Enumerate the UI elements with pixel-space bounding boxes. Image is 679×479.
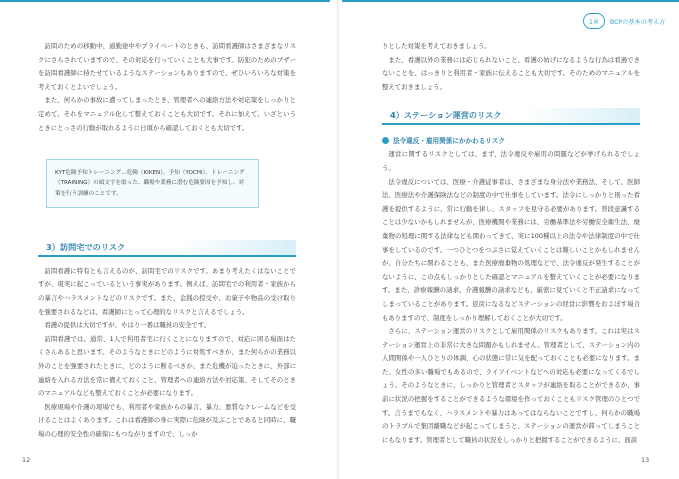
section-heading-home-visit-risk — [38, 240, 296, 257]
chapter-badge: 1章 — [583, 13, 605, 29]
chapter-title: BCPの基本の考え方 — [609, 18, 666, 26]
paragraph: 運営に関するリスクとしては、まず、法令違反や雇用の問題などが挙げられるでしょう。 — [382, 150, 640, 172]
paragraph: 訪問看護に特有とも言えるのが、訪問宅でのリスクです。あまり考えたくはないことですが、現実に起こっているという事実があります。例えば、訪問宅での利用者・家族からの暴言やハラスメントなどのリスクです。また、金銭の授受や、お菓子や物品の受け取りを強要されるなどは、看護師にとって心理的なリスクと言えるでしょう。 — [38, 266, 296, 316]
section-heading-station-operation-risk — [382, 108, 640, 125]
paragraph: 訪問のための移動中、通勤途中やプライベートのときも、訪問看護師はさまざまなリスクにさらされていますので、その対応を行っていくことも大事です。防犯のためのブザーを訪問看護師に持たせているようなステーションもありますので、ぜひいろいろな対策を考えておくとよいでしょう。 — [38, 42, 296, 91]
paragraph: 看護の提供は大切ですが、やはり一番は職員の安全です。 — [44, 321, 211, 330]
paragraph: また、何らかの事故に遭ってしまったとき、管理者への連絡方法や対応策をしっかりと定めて、それをマニュアル化して整えておくことも大切です。それに加えて、いざというときにとっさの行動が取れるように日頃から確認しておくとも大切です。 — [38, 96, 296, 132]
paragraph: 訪問看護では、通常、1人で利用者宅に行くことになりますので、対応に困る場面はたくさんあると思います。そのようなときにどのように対処すべきか、また何らかの業務以外のことを強要されたときに、どのように断るべきか、また危機が迫ったときに、外部に連絡を入れる方法を常に備えておくこと、管理者への連絡方法や対応策、そしてそのときのマニュアルなども整えておくことが必要になります。 — [38, 334, 296, 398]
subheading-text: 法令違反・雇用関係にかかわるリスク — [393, 137, 505, 146]
paragraph: 法令違反については、医療・介護従事者は、さまざまな身分法や業務法、そして、医師法、医療法や介護保険法などの制度の中で仕事をしています。法令にしっかりと則った看護を提供するように、常に行動を律し、スタッフを見守る必要があります。普段意識することは少ないかもしれませんが、医療機関や業務には、労働基準法や労働安全衛生法、廃棄物の処理に関する法律なども関わってきて、実に100種以上の法令や法律制度の中で仕事をしているのです。一つひとつをつぶさに覚えていくことは難しいことかもしれませんが、自分たちに関わることも、また医療廃棄物の処理などで、法令違反が発生することがないように、この点もしっかりとした確認とマニュアルを整えていくことが必要になります。また、診療報酬の請求、介護報酬の請求なども、厳密に見ていくと不正請求になってしまっていることがあります。返戻になるなどステーションの経営に影響をおよぼす場合もありますので、制度をしっかり理解しておくことが大切です。 — [382, 177, 640, 322]
bullet-dot-icon — [382, 137, 389, 144]
paragraph: りとした対策を考えておきましょう。 — [382, 42, 491, 50]
top-rule-left — [0, 0, 330, 2]
left-page — [38, 40, 296, 441]
section-heading-text: 4）ステーション運営のリスク — [390, 110, 502, 121]
chapter-header — [583, 12, 679, 30]
note-text: KYT危険予知トレーニング…危険（KIKEN）、予知（YOCHI）、トレーニング（TRAINING）の頭文字を取った、職場や業務に潜む危険要因を予知し、対策を行う訓練のことです。 — [55, 170, 245, 197]
top-rule-right — [342, 0, 679, 2]
kyt-note-box — [46, 159, 259, 208]
paragraph: さらに、ステーション運営のリスクとして雇用関係のリスクもあります。これは実はステーション運営上の非常に大きな問題かもしれません。管理者として、ステーション内の人間関係や一人ひとりの体調、心の状態に常に気を配っておくことも必要になります。また、女性の多い職場でもあるので、ライフイベントなどへの対応も必要になってくるでしょう。そのようなときに、しっかりと管理者とスタッフが連絡を取ることができるか、事前に状況の把握をすることができるような環境を作っておくこともリスク管理のひとつです。言うまでもなく、ハラスメントや暴力はあってはならないことですし、何らかの職場のトラブルで集団離職などが起こってしまうと、ステーションの運営が滞ってしまうことにもなります。管理者として職員の状況をしっかりと把握することができるように、面談 — [382, 327, 640, 444]
section-heading-text: 3）訪問宅でのリスク — [46, 241, 126, 252]
page-number-right: 13 — [641, 456, 650, 464]
paragraph: 医療現場や介護の現場でも、利用者や家族からの暴言、暴力、悪質なクレームなどを受けることはよくあります。これは看護師の身に実際に危険が及ぶことであると同時に、職場の心理的安全性の確保にもつながりますので、しっか — [38, 402, 296, 438]
book-gutter — [337, 0, 340, 479]
paragraph: また、看護以外の業務には応じられないこと、看護の妨げになるような行為は看過できないことを、はっきりと利用者・家族に伝えることも大切です。そのためのマニュアルを整えておきましょう。 — [382, 55, 640, 91]
right-page — [382, 40, 640, 447]
subheading-legal-employment-risk — [382, 133, 640, 147]
page-number-left: 12 — [22, 456, 31, 464]
